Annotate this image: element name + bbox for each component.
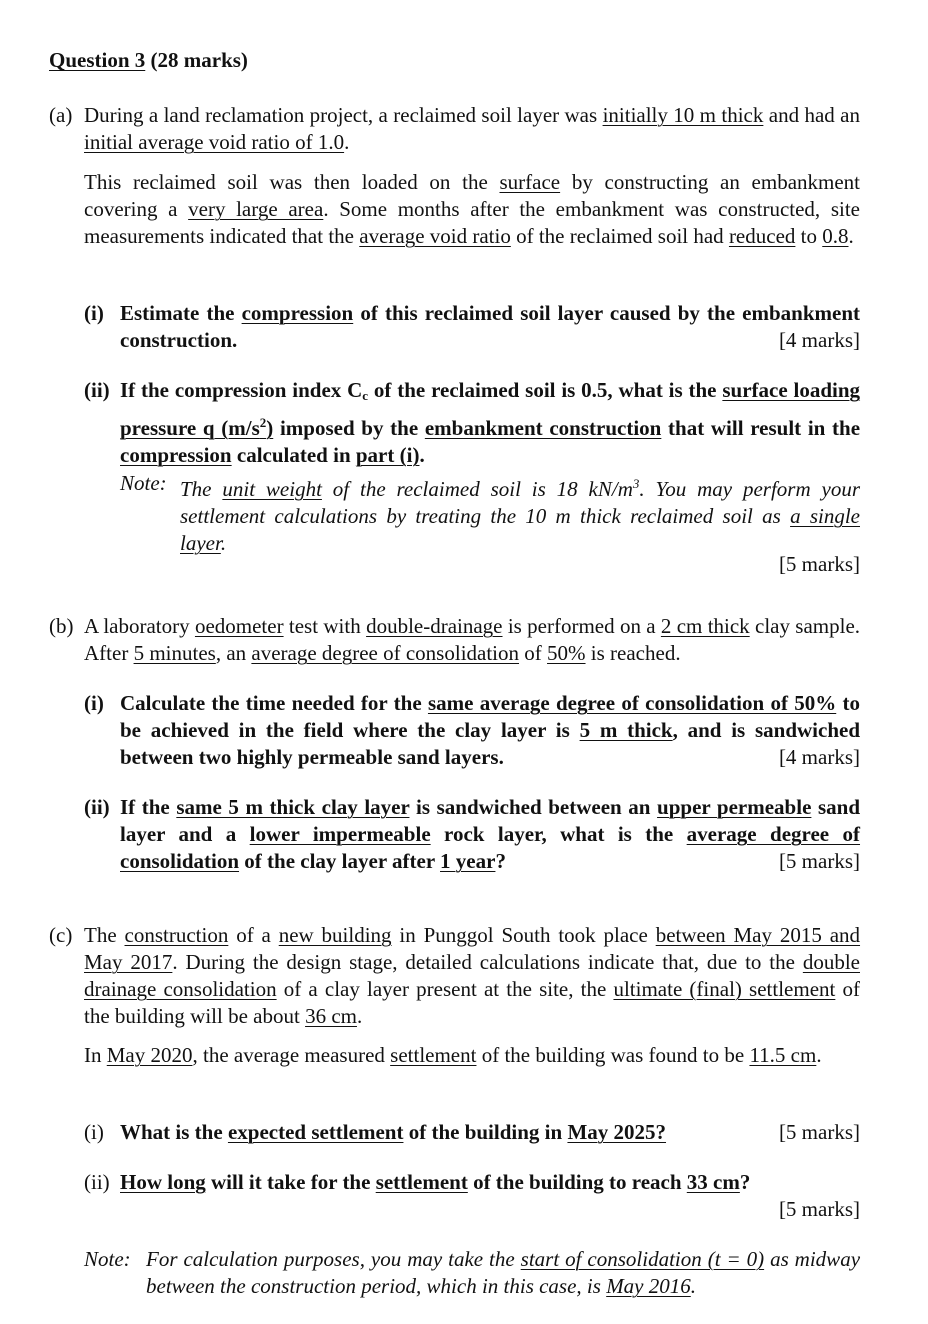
part-b-label: (b) [49,614,74,638]
part-c-ii-question: How long will it take for the settlement of the building to reach 33 cm? [120,1170,751,1194]
part-a-i-question: Estimate the compression of this reclaimed soil layer caused by the embankment construction. [120,301,860,352]
part-a-paragraph-1: During a land reclamation project, a reclaimed soil layer was initially 10 m thick and had an initial average void ratio of 1.0. [84,103,860,154]
part-a-ii-label: (ii) [84,378,110,402]
part-c-label: (c) [49,923,73,947]
question-title [49,48,248,73]
part-a-label: (a) [49,103,73,127]
part-c-ii-label: (ii) [84,1170,110,1194]
part-a-paragraph-2: This reclaimed soil was then loaded on the surface by constructing an embankment covering a very large area. Some months after the embankment was constructed, site measurements indicated that the average void ratio of the reclaimed soil had reduced to 0.8. [84,170,860,248]
part-a-note: The unit weight of the reclaimed soil is 18 $kN/m^3$. You may perform your settlement calculations by treating the 10 m thick reclaimed soil as a single layer. [180,476,861,555]
part-c-i-marks: [5 marks] [778,1120,860,1144]
part-c-note: For calculation purposes, you may take the start of consolidation (t = 0) as midway between the construction period, which in this case, is May 2016. [146,1247,861,1298]
part-b-i-marks: [4 marks] [778,745,860,769]
part-c-i-label: (i) [84,1120,104,1144]
part-a-i-label: (i) [84,301,104,325]
part-c-note-label: Note: [84,1247,131,1271]
part-a-ii-question: If the compression index $C_c$ of the reclaimed soil is 0.5, what is the surface loading pressure q $(m/s^2)$ imposed by the embankment construction that will result in the compression calculated in part (i). [120,378,861,467]
question-number: Question 3 [49,48,146,72]
part-c-paragraph-2: In May 2020, the average measured settlement of the building was found to be 11.5 cm. [84,1043,822,1067]
part-b-paragraph-1: A laboratory oedometer test with double-drainage is performed on a 2 cm thick clay sample. After 5 minutes, an average degree of consolidation of 50% is reached. [84,614,861,665]
question-marks: (28 marks) [150,48,248,72]
part-b-ii-marks: [5 marks] [778,849,860,873]
part-b-ii-question: If the same 5 m thick clay layer is sandwiched between an upper permeable sand layer and a lower impermeable rock layer, what is the average degree of consolidation of the clay layer after 1 year? [120,795,861,873]
part-c-paragraph-1: The construction of a new building in Punggol South took place between May 2015 and May 2017. During the design stage, detailed calculations indicate that, due to the double drainage consolidation of a clay layer present at the site, the ultimate (final) settlement of the building will be about 36 cm. [84,923,861,1028]
part-a-ii-marks: [5 marks] [778,552,860,576]
part-a-i-marks: [4 marks] [778,328,860,352]
part-c-i-question: What is the expected settlement of the building in May 2025? [120,1120,667,1144]
part-b-i-label: (i) [84,691,104,715]
part-b-i-question: Calculate the time needed for the same average degree of consolidation of 50% to be achieved in the field where the clay layer is 5 m thick, and is sandwiched between two highly permeable sand layers. [120,691,861,769]
part-c-ii-marks: [5 marks] [778,1197,860,1221]
part-a-note-label: Note: [120,471,167,495]
part-b-ii-label: (ii) [84,795,110,819]
